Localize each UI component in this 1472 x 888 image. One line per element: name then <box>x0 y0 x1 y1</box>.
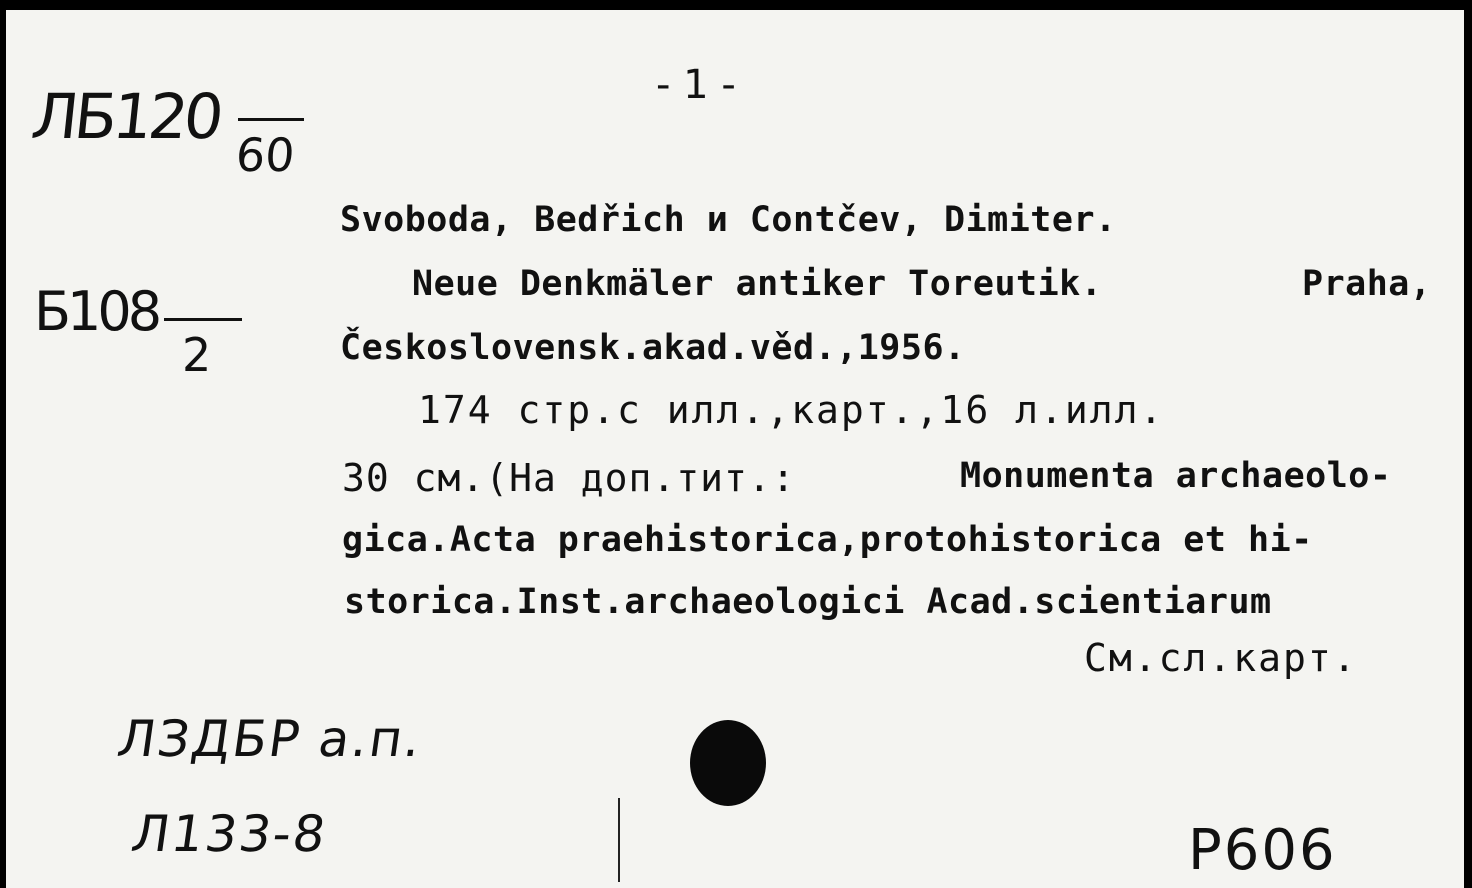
shelf-mark-2-sub: 2 <box>182 328 212 382</box>
entry-publisher: Československ.akad.věd.,1956. <box>340 328 966 368</box>
entry-place: Praha, <box>1302 264 1432 304</box>
entry-continued-note: См.сл.карт. <box>1084 636 1358 680</box>
entry-series-line-1: Monumenta archaeolo- <box>960 456 1392 496</box>
handwritten-note-2: Л133-8 <box>127 805 331 863</box>
card-crease <box>618 798 620 882</box>
entry-authors: Svoboda, Bedřich и Contčev, Dimiter. <box>340 200 1117 240</box>
entry-series-line-3: storica.Inst.archaeologici Acad.scientiarum <box>344 582 1272 622</box>
page-number: - 1 - <box>656 62 736 108</box>
shelf-mark-2: Б108 <box>34 280 159 343</box>
handwritten-note-3: Р606 <box>1188 818 1337 883</box>
entry-series-line-2: gica.Acta praehistorica,protohistorica et hi- <box>342 520 1313 560</box>
entry-title: Neue Denkmäler antiker Toreutik. <box>412 264 1103 304</box>
entry-pagination: 174 стр.с илл.,карт.,16 л.илл. <box>418 388 1165 432</box>
catalog-card <box>6 10 1464 888</box>
punch-hole <box>690 720 766 806</box>
shelf-mark-1: ЛБ120 <box>28 80 224 153</box>
shelf-mark-1-sub: 60 <box>234 128 297 182</box>
entry-size: 30 см.(На доп.тит.: <box>342 456 796 500</box>
shelf-mark-1-fraction-line <box>238 118 304 121</box>
handwritten-note-1: ЛЗДБР а.п. <box>113 710 427 768</box>
shelf-mark-2-fraction-line <box>164 318 242 321</box>
